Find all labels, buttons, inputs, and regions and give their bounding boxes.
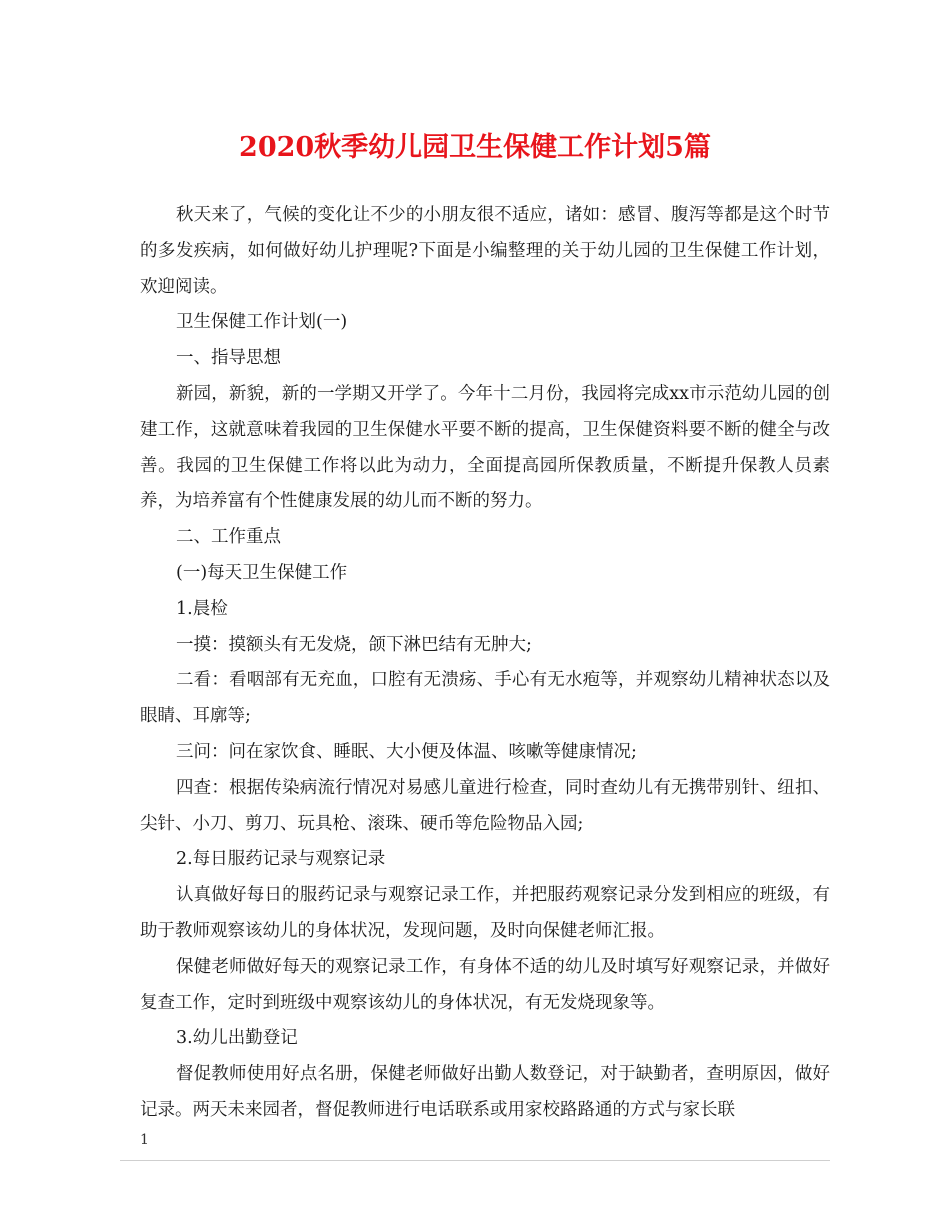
footer-divider [120,1160,830,1161]
section-heading: (一)每天卫生保健工作 [176,562,348,583]
paragraph: 新园，新貌，新的一学期又开学了。今年十二月份，我园将完成xx市示范幼儿园的创建工作，这就意味着我园的卫生保健水平要不断的提高，卫生保健资料要不断的健全与改善。我园的卫生保健工作将以此为动力，全面提高园所保教质量，不断提升保教人员素养，为培养富有个性健康发展的幼儿而不断的努力。 [140,383,830,512]
document-title: 2020秋季幼儿园卫生保健工作计划5篇 [239,132,711,163]
paragraph: 秋天来了，气候的变化让不少的小朋友很不适应，诸如：感冒、腹泻等都是这个时节的多发疾病，如何做好幼儿护理呢?下面是小编整理的关于幼儿园的卫生保健工作计划，欢迎阅读。 [140,205,830,297]
paragraph: 二看：看咽部有无充血，口腔有无溃疡、手心有无水疱等，并观察幼儿精神状态以及眼睛、耳廓等; [140,670,830,727]
section-heading: 卫生保健工作计划(一) [176,312,348,333]
paragraph: 认真做好每日的服药记录与观察记录工作，并把服药观察记录分发到相应的班级，有助于教师观察该幼儿的身体状况，发现问题，及时向保健老师汇报。 [140,885,830,941]
page-number: 1 [140,1132,149,1148]
paragraph: 督促教师使用好点名册，保健老师做好出勤人数登记，对于缺勤者，查明原因，做好记录。两天未来园者，督促教师进行电话联系或用家校路路通的方式与家长联 [140,1064,830,1120]
paragraph: 一摸：摸额头有无发烧，颌下淋巴结有无肿大; [176,634,532,655]
section-heading: 3.幼儿出勤登记 [176,1028,298,1049]
section-heading: 1.晨检 [176,598,228,619]
section-heading: 一、指导思想 [176,348,281,369]
paragraph: 四查：根据传染病流行情况对易感儿童进行检查，同时查幼儿有无携带别针、纽扣、尖针、小刀、剪刀、玩具枪、滚珠、硬币等危险物品入园; [140,777,830,834]
document-body [140,198,830,1129]
section-heading: 二、工作重点 [176,527,281,548]
section-heading: 2.每日服药记录与观察记录 [176,849,386,870]
paragraph: 保健老师做好每天的观察记录工作，有身体不适的幼儿及时填写好观察记录，并做好复查工作，定时到班级中观察该幼儿的身体状况，有无发烧现象等。 [140,956,830,1013]
paragraph: 三问：问在家饮食、睡眠、大小便及体温、咳嗽等健康情况; [176,741,637,762]
